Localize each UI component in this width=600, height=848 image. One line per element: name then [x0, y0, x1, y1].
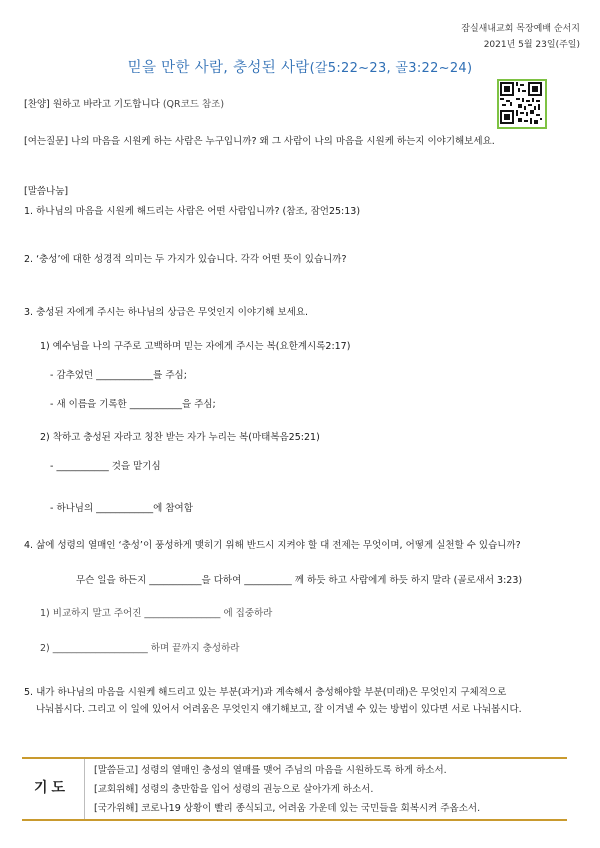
qr-code[interactable] — [497, 79, 547, 129]
prayer-item: [말씀듣고] 성령의 열매인 충성의 열매를 맺어 주님의 마음을 시원하도록 하게 하소서. — [94, 765, 447, 776]
praise-line — [24, 96, 224, 110]
prayer-item: [국가위해] 코로나19 상황이 빨리 종식되고, 어려움 가운데 있는 국민들을 회복시켜 주옵소서. — [94, 803, 481, 814]
opening-label: [여는질문] — [24, 136, 69, 147]
question-3-1: 1) 예수님을 나의 구주로 고백하며 믿는 자에게 주시는 복(요한계시록2:17) — [40, 341, 351, 352]
question-4-verse: 무슨 일을 하든지 ___________을 다하여 __________ 께 하듯 하고 사람에게 하듯 하지 말라 (골로새서 3:23) — [76, 575, 523, 586]
question-3: 3. 충성된 자에게 주시는 하나님의 상급은 무엇인지 이야기해 보세요. — [24, 307, 309, 318]
title-reference: (갈5:22~23, 골3:22~24) — [309, 61, 473, 76]
question-3-2-a: - ___________ 것을 맡기심 — [50, 461, 161, 472]
prayer-divider — [84, 759, 85, 819]
praise-note: (QR코드 참조) — [162, 99, 225, 110]
title-main: 믿을 만한 사람, 충성된 사람 — [127, 60, 310, 76]
question-3-1-b: - 새 이름을 기록한 ___________을 주심; — [50, 399, 216, 410]
prayer-label: 기도 — [34, 780, 70, 796]
question-5-line-2: 나눠봅시다. 그리고 이 일에 있어서 어려움은 무엇인지 얘기해보고, 잘 이겨낼 수 있는 방법이 있다면 서로 나눠봅시다. — [36, 704, 522, 715]
sharing-label: [말씀나눔] — [24, 186, 69, 197]
question-3-2: 2) 착하고 충성된 자라고 칭찬 받는 자가 누리는 복(마태복음25:21) — [40, 432, 320, 443]
praise-song: 원하고 바라고 기도합니다 — [52, 99, 160, 110]
question-3-2-b: - 하나님의 ____________에 참여함 — [50, 503, 193, 514]
opening-text: 나의 마음을 시원케 하는 사람은 누구입니까? 왜 그 사람이 나의 마음을 시원케 하는지 이야기해보세요. — [71, 136, 495, 147]
question-4-2: 2) ____________________ 하며 끝까지 충성하라 — [40, 643, 240, 654]
page-title — [0, 56, 600, 77]
question-4-1: 1) 비교하지 말고 주어진 ________________ 에 집중하라 — [40, 608, 273, 619]
prayer-item: [교회위해] 성령의 충만함을 입어 성령의 권능으로 살아가게 하소서. — [94, 784, 374, 795]
service-date: 2021년 5월 23일(주일) — [483, 40, 580, 50]
qr-code-icon — [500, 82, 542, 124]
church-header: 잠실새내교회 목장예배 순서지 — [461, 24, 580, 34]
question-2: 2. ‘충성’에 대한 성경적 의미는 두 가지가 있습니다. 각각 어떤 뜻이 있습니까? — [24, 254, 347, 265]
opening-question — [24, 133, 495, 147]
question-5-line-1: 5. 내가 하나님의 마음을 시원케 해드리고 있는 부분(과거)과 계속해서 충성해야할 부분(미래)은 무엇인지 구체적으로 — [24, 687, 507, 698]
question-1: 1. 하나님의 마음을 시원케 해드리는 사람은 어떤 사람입니까? (참조, 잠언25:13) — [24, 206, 361, 217]
question-3-1-a: - 감추었던 ____________를 주심; — [50, 370, 187, 381]
praise-label: [찬양] — [24, 99, 50, 110]
prayer-box — [22, 757, 567, 821]
question-4: 4. 삶에 성령의 열매인 ‘충성’이 풍성하게 맺히기 위해 반드시 지켜야 할 대 전제는 무엇이며, 어떻게 실천할 수 있습니까? — [24, 540, 521, 551]
